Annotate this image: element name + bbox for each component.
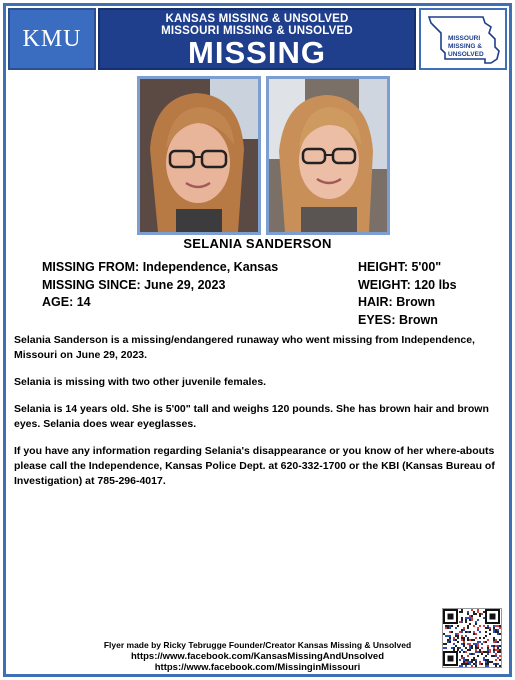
details-left [42, 259, 278, 312]
description-paragraph-2: Selania is missing with two other juvenile females. [14, 376, 267, 388]
age: AGE: 14 [42, 295, 91, 309]
hair: HAIR: Brown [358, 295, 436, 309]
missing-since: MISSING SINCE: June 29, 2023 [42, 277, 226, 292]
kmu-logo-text: KMU [22, 25, 82, 52]
banner-missing-title: MISSING [188, 35, 326, 70]
description-paragraph-4: If you have any information regarding Selania's disappearance or you know of her where-abouts please call the Independence, Kansas Police Dept. at 620-332-1700 or the KBI (Kansas Bureau of Investigation) at 785-296-4017. [14, 445, 495, 487]
missouri-logo [419, 8, 507, 70]
details-right [358, 259, 457, 329]
missouri-logo-text: MISSOURI MISSING & UNSOLVED [448, 35, 484, 58]
description-paragraph-3: Selania is 14 years old. She is 5'00" tall and weighs 120 pounds. She has brown hair and brown eyes. Selania does wear eyeglasses. [14, 403, 489, 430]
footer [0, 640, 515, 673]
person-name: SELANIA SANDERSON [183, 236, 332, 251]
photo-1 [137, 76, 261, 235]
eyes: EYES: Brown [358, 312, 438, 327]
qr-code-icon[interactable] [442, 608, 502, 668]
weight: WEIGHT: 120 lbs [358, 277, 457, 292]
kmu-logo [8, 8, 96, 70]
description-paragraph-1: Selania Sanderson is a missing/endangered runaway who went missing from Independence, Missouri on June 29, 2023. [14, 334, 475, 361]
description [14, 333, 502, 501]
photo-2 [266, 76, 390, 235]
footer-credit: Flyer made by Ricky Tebrugge Founder/Creator Kansas Missing & Unsolved [103, 640, 412, 650]
header-banner [98, 8, 416, 70]
height: HEIGHT: 5'00" [358, 260, 442, 274]
footer-link-kansas[interactable]: https://www.facebook.com/KansasMissingAndUnsolved [130, 651, 385, 662]
missing-from: MISSING FROM: Independence, Kansas [42, 260, 279, 274]
banner-line-missouri: MISSOURI MISSING & UNSOLVED [161, 25, 353, 37]
footer-link-missouri[interactable]: https://www.facebook.com/MissinginMissouri [154, 662, 361, 673]
qr-code-graphic [443, 609, 501, 667]
banner-line-kansas: KANSAS MISSING & UNSOLVED [165, 13, 349, 25]
